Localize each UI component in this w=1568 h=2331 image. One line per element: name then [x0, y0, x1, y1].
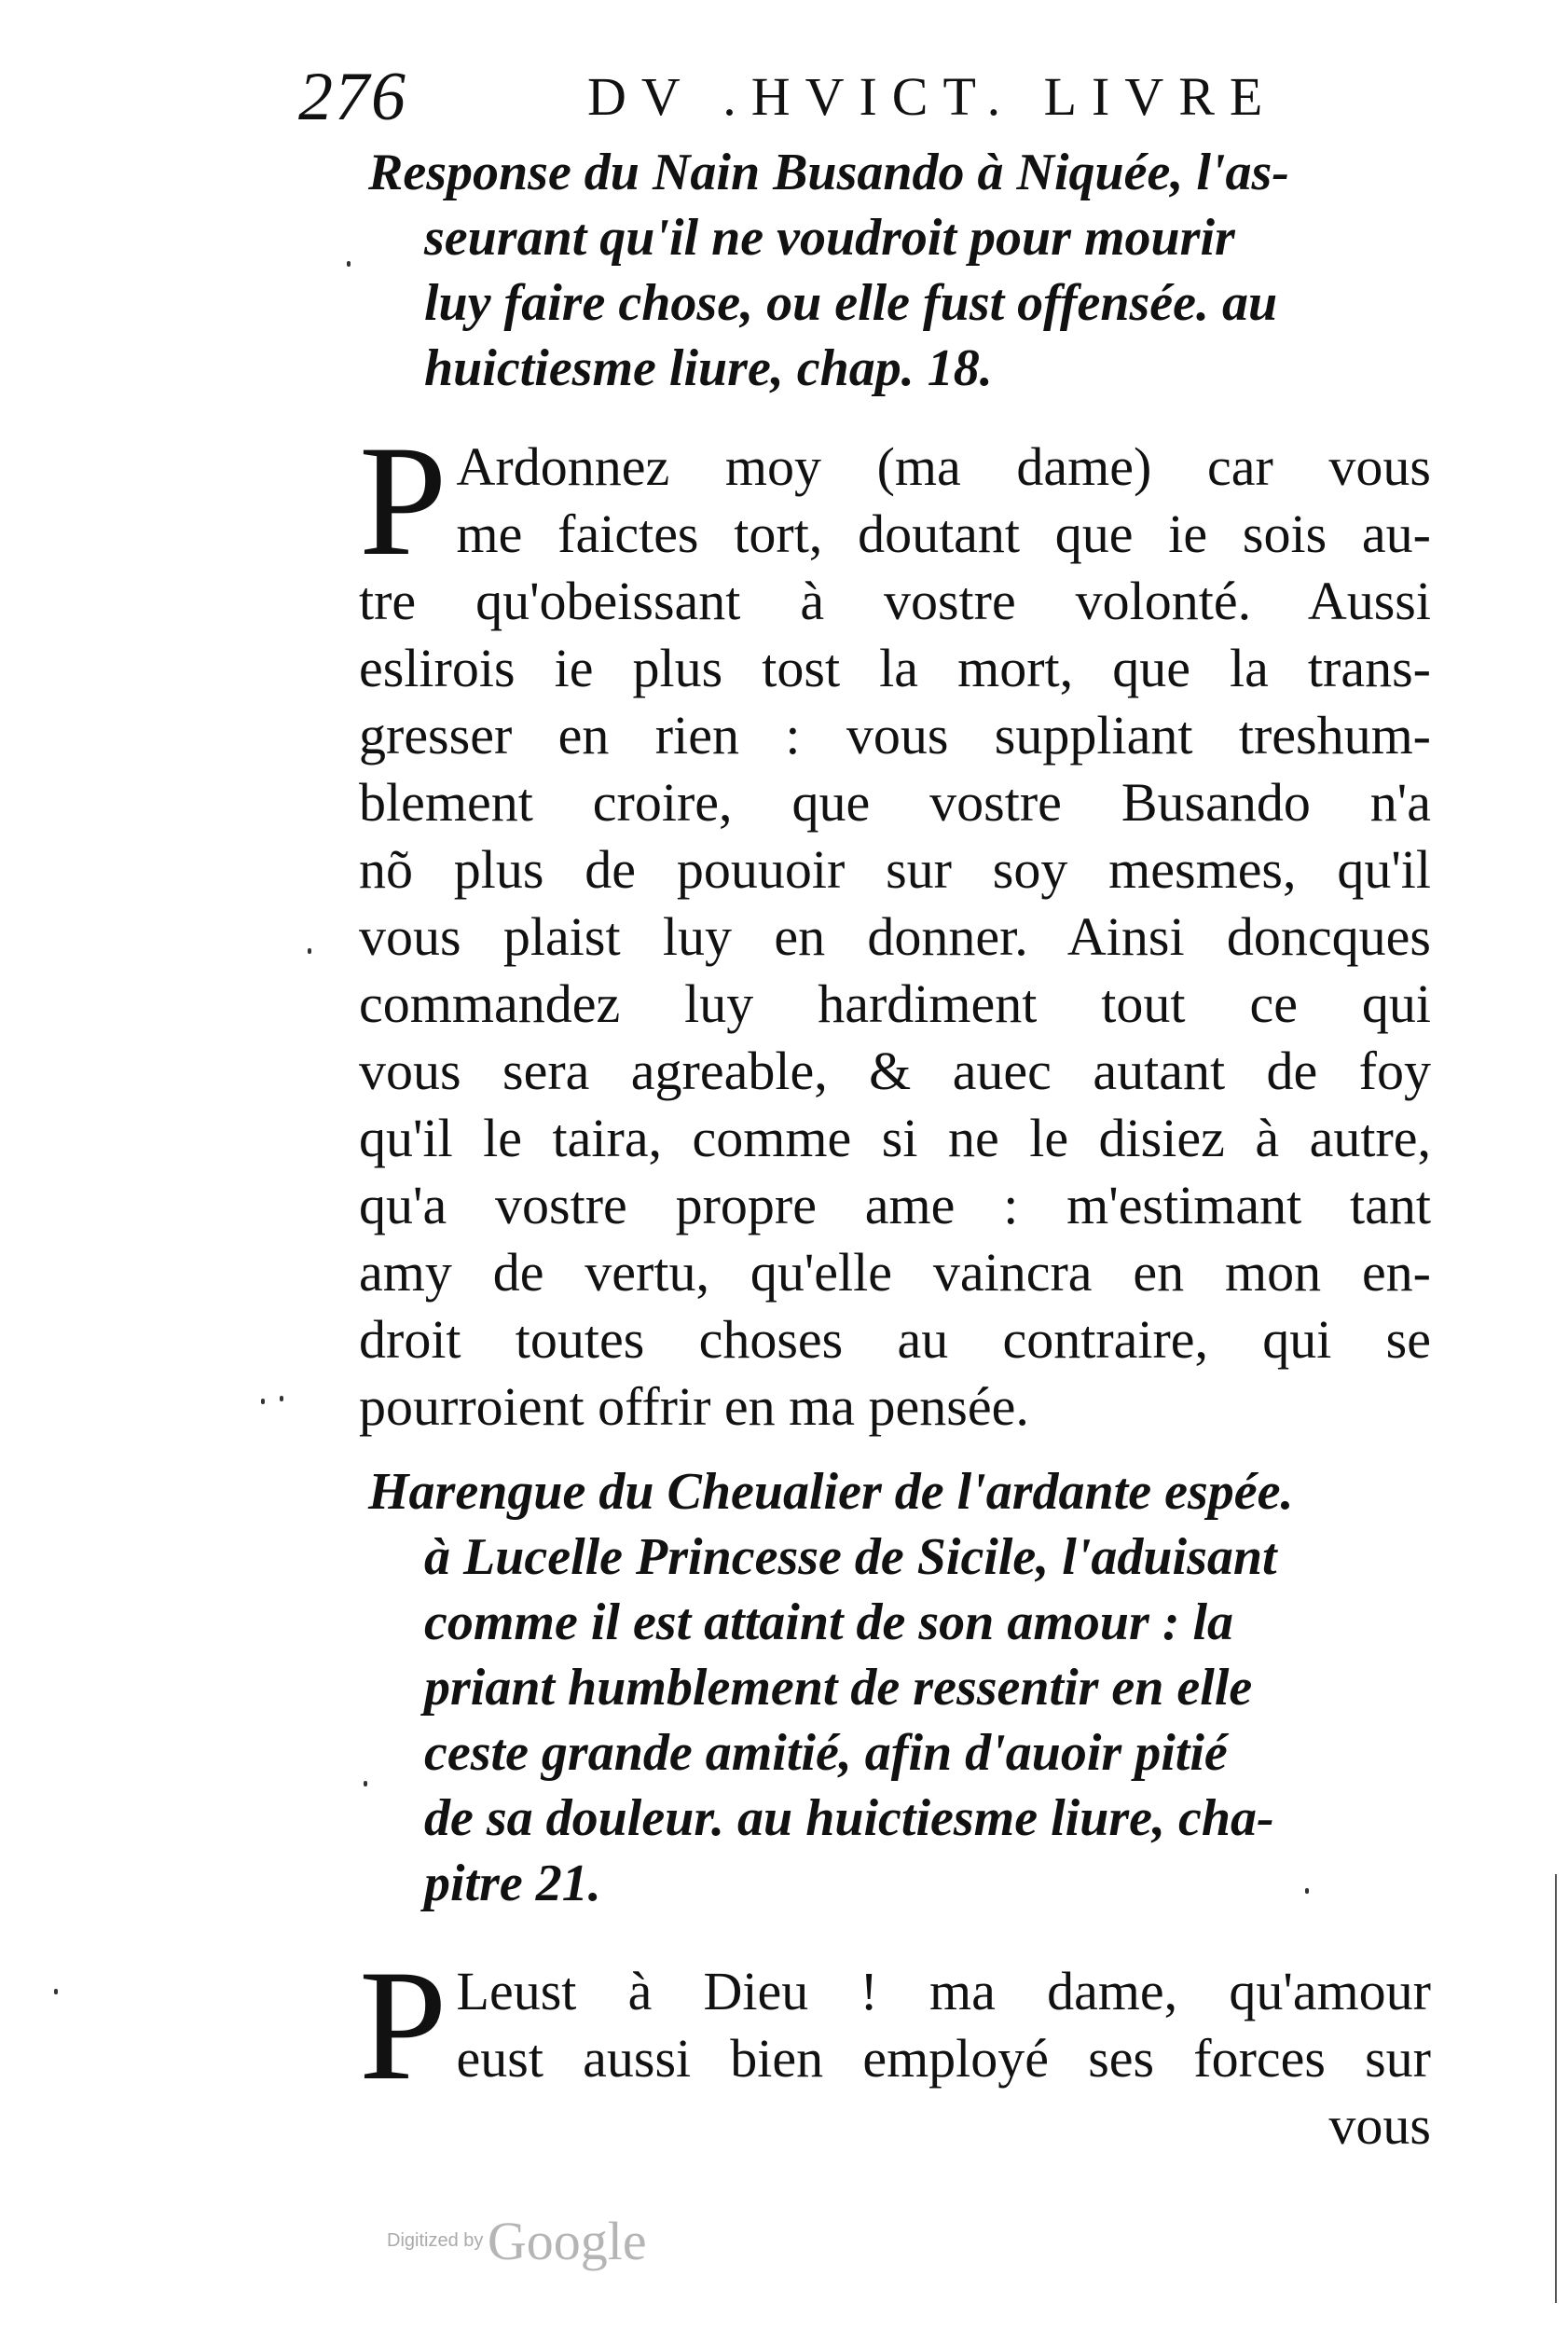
drop-cap: P [359, 413, 447, 588]
scan-speck [54, 1989, 58, 1994]
scan-speck [1305, 1888, 1309, 1894]
rubric-busando-response [368, 140, 1403, 401]
body-paragraph-busando [359, 413, 1431, 1441]
body-paragraph-harangue [359, 1938, 1431, 2159]
drop-cap: P [359, 1938, 447, 2113]
rubric-line: ceste grande amitié, afin d'auoir pitié [424, 1724, 1228, 1782]
text-line: eust aussi bien employé ses forces sur [456, 2028, 1431, 2089]
text-line: Leust à Dieu ! ma dame, qu'amour [456, 1961, 1431, 2021]
text-line: gresser en rien : vous suppliant treshum- [359, 705, 1431, 766]
text-line: droit toutes choses au contraire, qui se [359, 1309, 1431, 1370]
scan-speck [364, 1781, 367, 1786]
scan-speck [261, 1399, 265, 1404]
text-line: vous plaist luy en donner. Ainsi doncques [359, 906, 1431, 967]
rubric-line: priant humblement de ressentir en elle [424, 1659, 1253, 1717]
text-line: Ardonnez moy (ma dame) car vous [456, 436, 1431, 497]
rubric-harangue-lucelle [368, 1459, 1403, 1916]
text-line: qu'a vostre propre ame : m'estimant tant [359, 1175, 1431, 1235]
text-line: pourroient offrir en ma pensée. [359, 1376, 1029, 1437]
text-line: me faictes tort, doutant que ie sois au- [456, 503, 1431, 564]
text-line: commandez luy hardiment tout ce qui [359, 973, 1431, 1034]
scan-speck [347, 261, 351, 267]
rubric-line: pitre 21. [424, 1855, 601, 1912]
text-line: amy de vertu, qu'elle vaincra en mon en- [359, 1242, 1431, 1303]
text-line: vous sera agreable, & auec autant de foy [359, 1041, 1431, 1101]
text-line: eslirois ie plus tost la mort, que la trans- [359, 638, 1431, 698]
text-line: blement croire, que vostre Busando n'a [359, 772, 1431, 833]
rubric-line: Harengue du Cheualier de l'ardante espée. [368, 1463, 1294, 1521]
rubric-line: seurant qu'il ne voudroit pour mourir [424, 209, 1235, 267]
scan-speck [280, 1396, 283, 1401]
rubric-line: comme il est attaint de son amour : la [424, 1593, 1234, 1651]
running-head-title: DV .HVICT. LIVRE [587, 66, 1278, 127]
catchword: vous [1328, 2095, 1431, 2156]
text-line: qu'il le taira, comme si ne le disiez à autre, [359, 1108, 1431, 1168]
rubric-line: huictiesme liure, chap. 18. [424, 339, 993, 397]
text-line: tre qu'obeissant à vostre volonté. Aussi [359, 571, 1431, 631]
rubric-line: luy faire chose, ou elle fust offensée. au [424, 274, 1278, 332]
digitization-mark [387, 2210, 647, 2272]
page-edge [1555, 1874, 1557, 2303]
rubric-line: Response du Nain Busando à Niquée, l'as- [368, 144, 1289, 201]
running-head [298, 58, 1286, 135]
digitized-by-label: Digitized by [387, 2230, 484, 2251]
rubric-line: à Lucelle Princesse de Sicile, l'aduisant [424, 1528, 1277, 1586]
text-line: nõ plus de pouuoir sur soy mesmes, qu'il [359, 839, 1431, 900]
page-number: 276 [298, 59, 407, 135]
google-logo: Google [487, 2211, 647, 2271]
scan-speck [308, 948, 311, 954]
rubric-line: de sa douleur. au huictiesme liure, cha- [424, 1789, 1274, 1847]
